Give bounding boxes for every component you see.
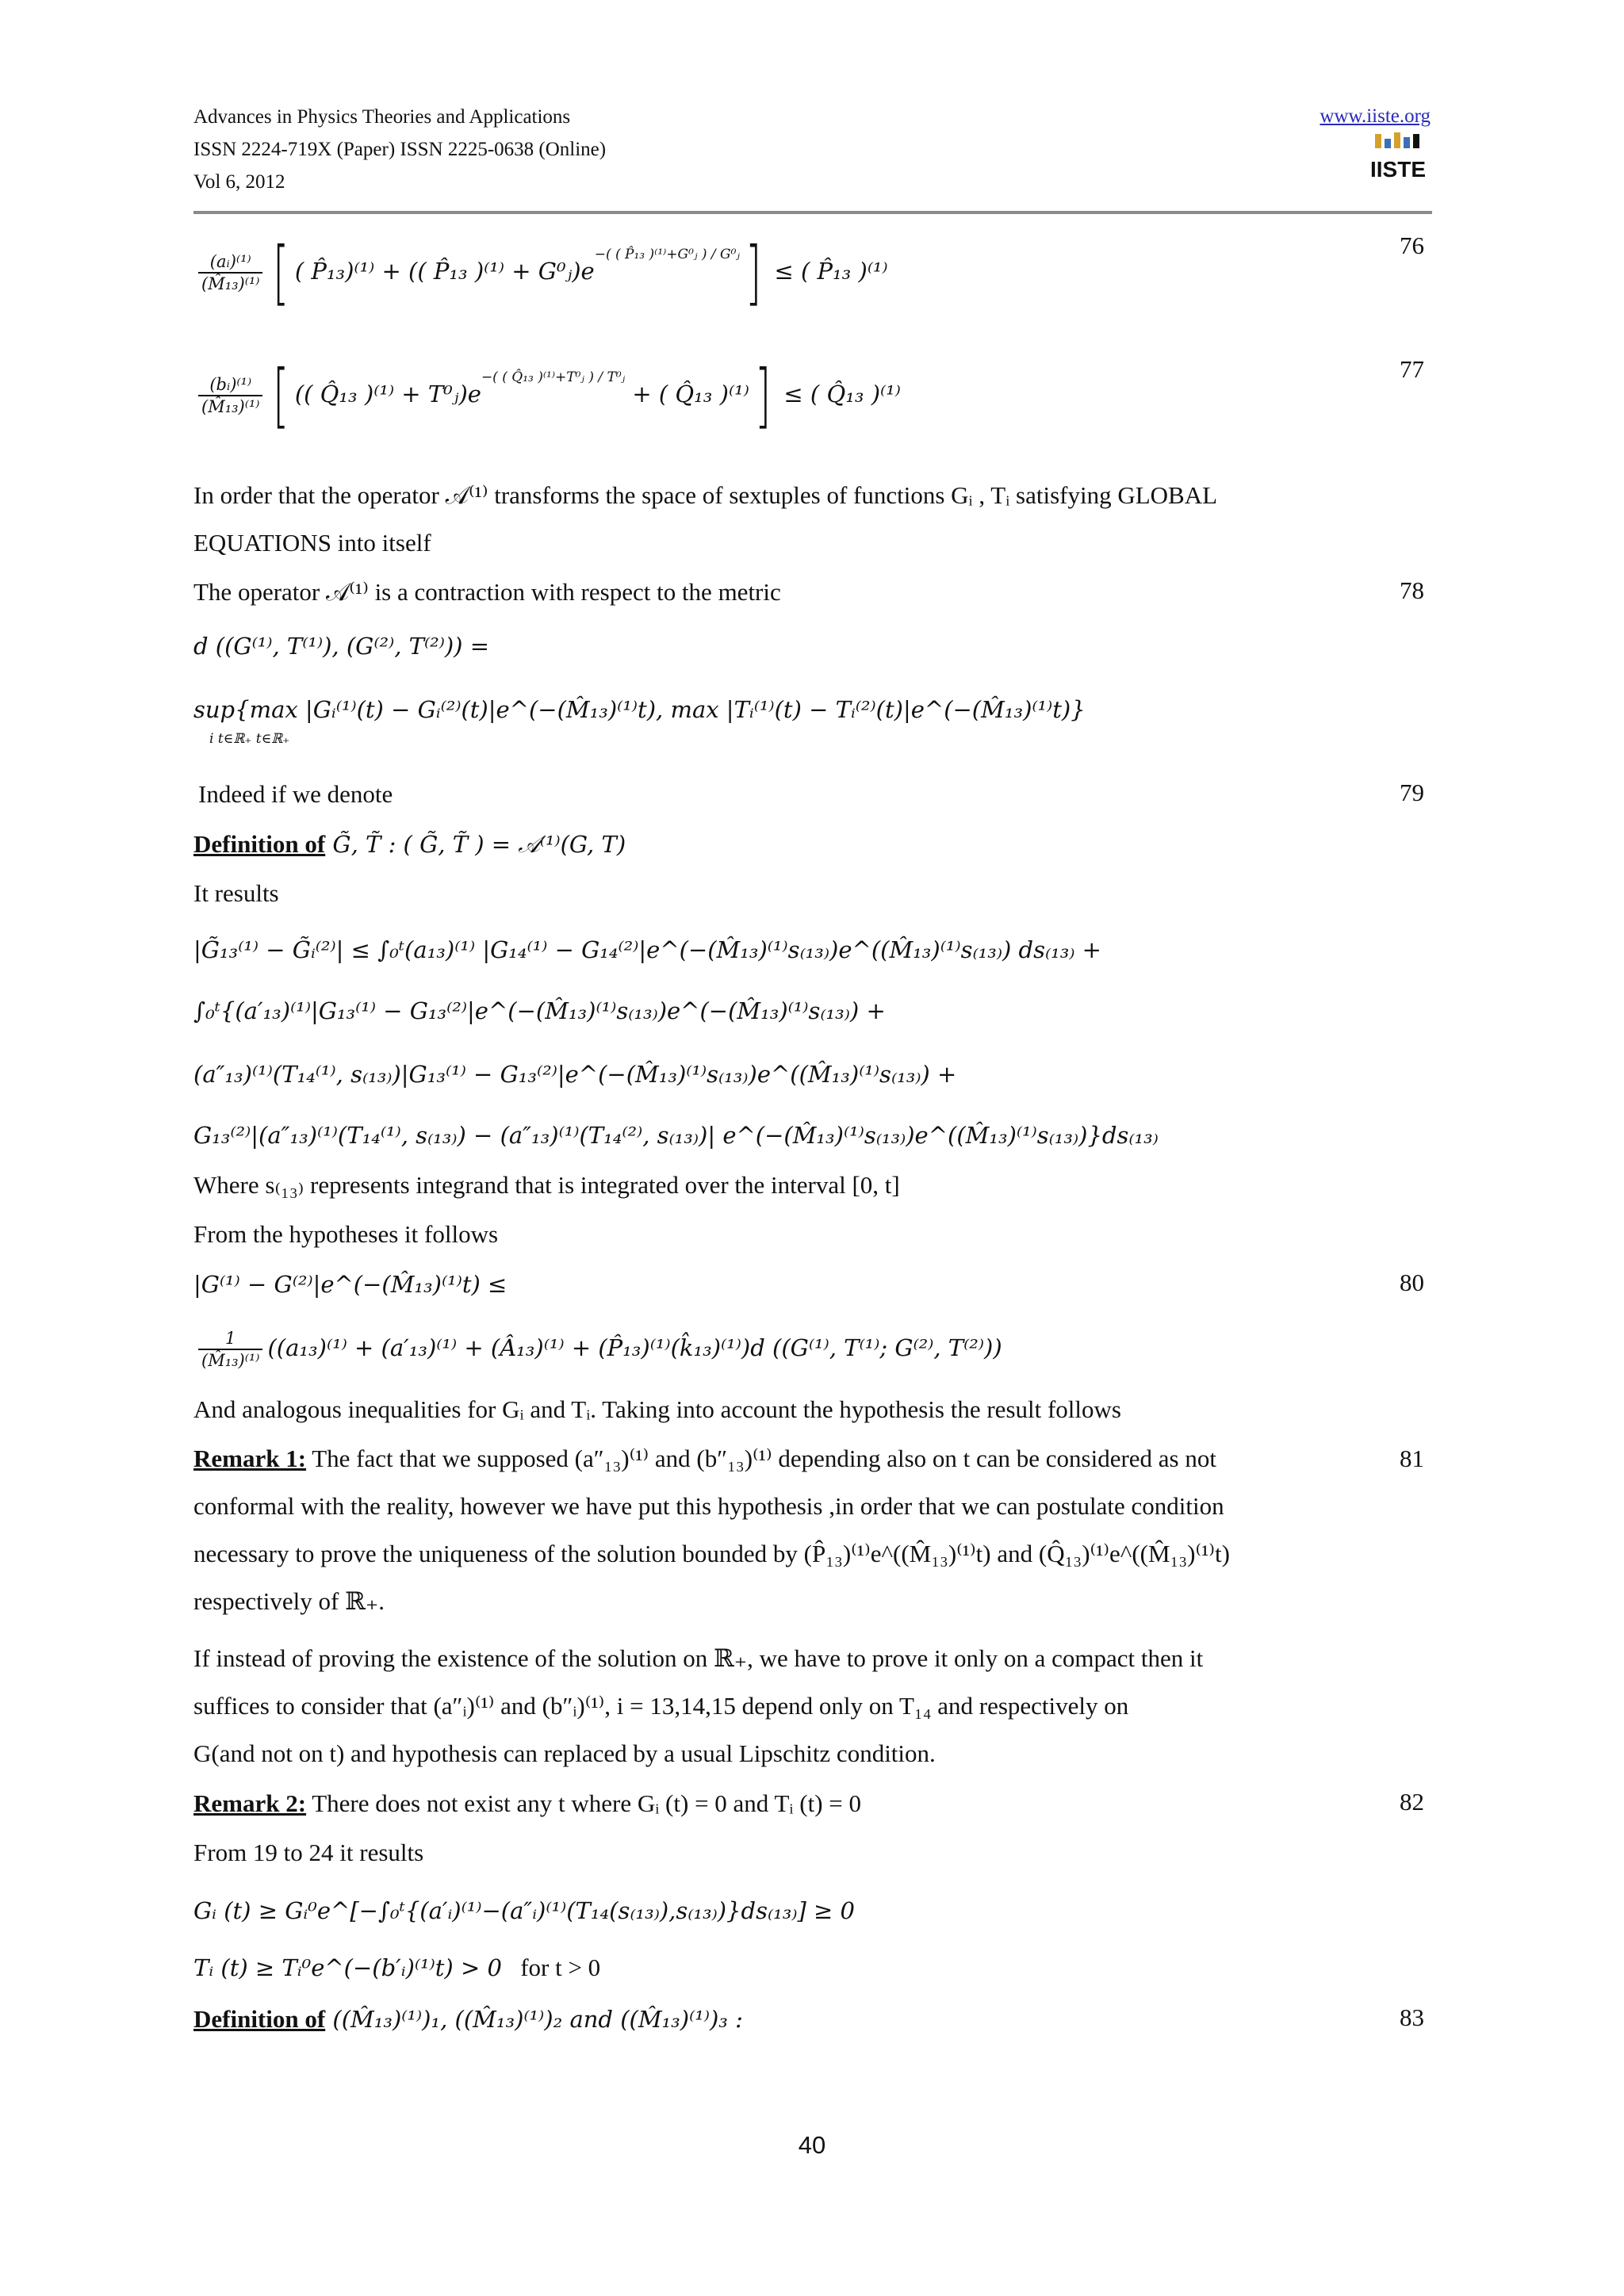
contraction-text: The operator 𝒜⁽¹⁾ is a contraction with respect to the metric [193,578,781,606]
equation-number-78: 78 [1400,576,1424,604]
remark-1-paragraph: Remark 1: The fact that we supposed (a″₁₃)⁽¹⁾ and (b″₁₃)⁽¹⁾ depending also on t can be considered as not conformal with the reality, however we have put this hypothesis ,in order that we can postulate condition necessary to prove the uniqueness of the solution bounded by (P̂₁₃)⁽¹⁾e^((M̂₁₃)⁽¹⁾t) and (Q̂₁₃)⁽¹⁾e^((M̂₁₃)⁽¹⁾t) respectively of ℝ₊. [193,1445,1230,1615]
equation-number-81: 81 [1400,1445,1424,1472]
header-rule [193,211,1432,214]
gi-lower-bound: Gᵢ (t) ≥ Gᵢ⁰e^[−∫₀ᵗ{(a′ᵢ)⁽¹⁾−(a″ᵢ)⁽¹⁾(T₁₄(s₍₁₃₎),s₍₁₃₎)}ds₍₁₃₎] ≥ 0 [193,1897,855,1924]
result-line-1: |G̃₁₃⁽¹⁾ − G̃ᵢ⁽²⁾| ≤ ∫₀ᵗ(a₁₃)⁽¹⁾ |G₁₄⁽¹⁾ − G₁₄⁽²⁾|e^(−(M̂₁₃)⁽¹⁾s₍₁₃₎)e^((M̂₁₃)⁽¹⁾s₍₁₃₎) ds₍₁₃₎ + [193,936,1101,963]
iiste-logo [1370,131,1426,182]
svg-text:IISTE: IISTE [1370,157,1426,182]
analogous-text: And analogous inequalities for Gᵢ and Tᵢ. Taking into account the hypothesis the result follows [193,1395,1121,1423]
operator-paragraph-line2: EQUATIONS into itself [193,529,431,557]
from-hypotheses-text: From the hypotheses it follows [193,1220,499,1248]
equation-80-line1: |G⁽¹⁾ − G⁽²⁾|e^(−(M̂₁₃)⁽¹⁾t) ≤ [193,1271,508,1298]
from-19-text: From 19 to 24 it results [193,1839,424,1866]
equation-number-82: 82 [1400,1788,1424,1816]
eq80-fraction: $\frac{1}{\text{(M̂₁₃)⁽¹⁾}}$ [198,1328,262,1371]
indeed-text: Indeed if we denote [198,780,393,808]
eq77-fraction: $\frac{\text{(bᵢ)⁽¹⁾}}{\text{(M̂₁₃)⁽¹⁾}}$ [198,374,262,417]
definition-g-t: Definition of G̃, T̃ : ( G̃, T̃ ) = 𝒜⁽¹⁾(G, T) [193,830,626,858]
website-link[interactable]: www.iiste.org [1320,105,1431,127]
it-results-text: It results [193,879,279,907]
page-number: 40 [798,2131,826,2159]
remark-2: Remark 2: There does not exist any t where Gᵢ (t) = 0 and Tᵢ (t) = 0 [193,1789,861,1817]
where-text: Where s₍₁₃₎ represents integrand that is integrated over the interval [0, t] [193,1171,900,1199]
result-line-4: G₁₃⁽²⁾|(a″₁₃)⁽¹⁾(T₁₄⁽¹⁾, s₍₁₃₎) − (a″₁₃)⁽¹⁾(T₁₄⁽²⁾, s₍₁₃₎)| e^(−(M̂₁₃)⁽¹⁾s₍₁₃₎)e^((M̂₁₃)⁽¹⁾s₍₁₃₎)}ds₍₁₃₎ [193,1122,1159,1149]
equation-number-83: 83 [1400,2003,1424,2031]
compact-paragraph: If instead of proving the existence of the solution on ℝ₊, we have to prove it only on a compact then it suffices to consider that (a″ᵢ)⁽¹⁾ and (b″ᵢ)⁽¹⁾, i = 13,14,15 depend only on T₁₄ and respectively on G(and not on t) and hypothesis can replaced by a usual Lipschitz condition. [193,1644,1204,1767]
equation-number-77: 77 [1400,355,1424,383]
volume-line: Vol 6, 2012 [193,171,285,193]
metric-definition: d ((G⁽¹⁾, T⁽¹⁾), (G⁽²⁾, T⁽²⁾)) = [193,633,489,660]
equation-77: $\frac{\text{(bᵢ)⁽¹⁾}}{\text{(M̂₁₃)⁽¹⁾}}$ [ (( Q̂₁₃ )$^{(1)} + T^0ⱼ)e^{-( ( Q̂_{13} )^{(1)}+T^0ⱼ ) / T^0ⱼ}$ + ( Q̂₁₃ )⁽¹⁾] ≤ ( Q̂₁₃ )⁽¹⁾ [193,361,901,430]
eq76-fraction: $\frac{\text{(aᵢ)⁽¹⁾}}{\text{(M̂₁₃)⁽¹⁾}}$ [198,251,262,294]
result-line-3: (a″₁₃)⁽¹⁾(T₁₄⁽¹⁾, s₍₁₃₎)|G₁₃⁽¹⁾ − G₁₃⁽²⁾|e^(−(M̂₁₃)⁽¹⁾s₍₁₃₎)e^((M̂₁₃)⁽¹⁾s₍₁₃₎) + [193,1061,957,1088]
result-line-2: ∫₀ᵗ{(a′₁₃)⁽¹⁾|G₁₃⁽¹⁾ − G₁₃⁽²⁾|e^(−(M̂₁₃)⁽¹⁾s₍₁₃₎)e^(−(M̂₁₃)⁽¹⁾s₍₁₃₎) + [193,997,886,1024]
equation-76: $\frac{\text{(aᵢ)⁽¹⁾}}{\text{(M̂₁₃)⁽¹⁾}}$ [ ( P̂₁₃)⁽¹⁾ + (( P̂₁₃ )$^{(1)} + G^0ⱼ)e^{-( ( P̂_{13} )^{(1)}+G^0ⱼ ) / G^0ⱼ}$] ≤ ( P̂₁₃ )⁽¹⁾ [193,238,888,308]
issn-line: ISSN 2224-719X (Paper) ISSN 2225-0638 (Online) [193,139,607,160]
ti-lower-bound: Tᵢ (t) ≥ Tᵢ⁰e^(−(b′ᵢ)⁽¹⁾t) > 0 for t > 0 [193,1954,601,1981]
metric-sup: sup{max |Gᵢ⁽¹⁾(t) − Gᵢ⁽²⁾(t)|e^(−(M̂₁₃)⁽¹⁾t), max |Tᵢ⁽¹⁾(t) − Tᵢ⁽²⁾(t)|e^(−(M̂₁₃)⁽¹⁾t)} [193,696,1086,723]
equation-number-79: 79 [1400,779,1424,806]
metric-subscripts: i t∈ℝ₊ t∈ℝ₊ [209,731,290,747]
operator-paragraph-line1: In order that the operator 𝒜⁽¹⁾ transforms the space of sextuples of functions Gᵢ , Tᵢ satisfying GLOBAL [193,481,1218,509]
journal-title: Advances in Physics Theories and Applications [193,106,571,128]
definition-m13: Definition of ((M̂₁₃)⁽¹⁾)₁, ((M̂₁₃)⁽¹⁾)₂ and ((M̂₁₃)⁽¹⁾)₃ : [193,2005,743,2033]
equation-number-76: 76 [1400,232,1424,259]
equation-number-80: 80 [1400,1269,1424,1296]
equation-80-line2: $\frac{1}{\text{(M̂₁₃)⁽¹⁾}}$ ((a₁₃)⁽¹⁾ + (a′₁₃)⁽¹⁾ + (Â₁₃)⁽¹⁾ + (P̂₁₃)⁽¹⁾(k̂₁₃)⁽¹⁾)d ((G⁽¹⁾, T⁽¹⁾; G⁽²⁾, T⁽²⁾)) [193,1328,1002,1371]
